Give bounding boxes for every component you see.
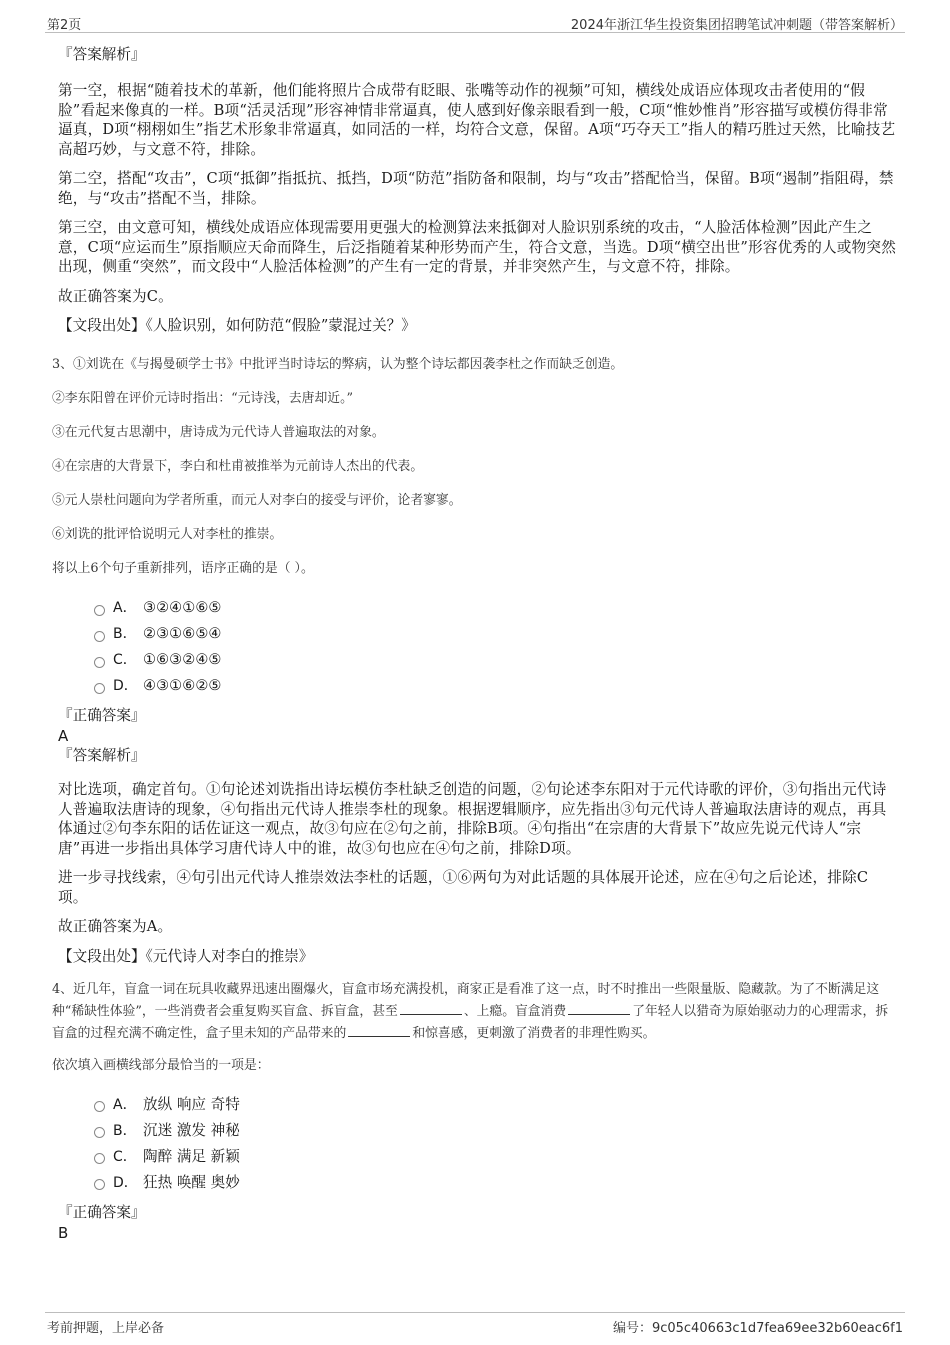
radio-icon[interactable] bbox=[94, 631, 105, 642]
option-d[interactable] bbox=[94, 1169, 896, 1195]
analysis-paragraph: 第二空，搭配“攻击”，C项“抵御”指抵抗、抵挡，D项“防范”指防备和限制，均与“攻击”搭配恰当，保留。B项“遏制”指阻碍，禁绝，与“攻击”搭配不当，排除。 bbox=[58, 170, 894, 207]
option-text: ②③①⑥⑤④ bbox=[143, 624, 222, 642]
correct-answer-label: 『正确答案』 bbox=[58, 1203, 146, 1221]
correct-answer: A bbox=[58, 727, 69, 745]
page-content bbox=[52, 45, 896, 1243]
analysis-paragraph: 第一空，根据“随着技术的革新，他们能将照片合成带有眨眼、张嘴等动作的视频”可知，横线处成语应体现攻击者使用的“假脸”看起来像真的一样。B项“活灵活现”形容神情非常逼真，使人感到好像亲眼看到一般，C项“惟妙惟肖”形容描写或模仿得非常逼真，D项“栩栩如生”指艺术形象非常逼真，如同活的一样，均符合文意，保留。A项“巧夺天工”指人的精巧胜过天然，比喻技艺高超巧妙，与文意不符，排除。 bbox=[58, 82, 896, 158]
document-id: 编号：9c05c40663c1d7fea69ee32b60eac6f1 bbox=[612, 1321, 903, 1336]
page-number: 第2页 bbox=[47, 18, 82, 33]
passage-source: 【文段出处】《人脸识别，如何防范“假脸”蒙混过关？》 bbox=[58, 317, 416, 334]
radio-icon[interactable] bbox=[94, 683, 105, 694]
option-c[interactable] bbox=[94, 646, 896, 672]
option-b[interactable] bbox=[94, 620, 896, 646]
analysis-paragraph: 第三空，由文意可知，横线处成语应体现需要用更强大的检测算法来抵御对人脸识别系统的攻击，“人脸活体检测”因此产生之意，C项“应运而生”原指顺应天命而降生，后泛指随着某种形势而产生，符合文意，当选。D项“横空出世”形容优秀的人或物突然出现，侧重“突然”，而文段中“人脸活体检测”的产生有一定的背景，并非突然产生，与文意不符，排除。 bbox=[58, 219, 896, 275]
stem-text: 了年轻人以猎奇为原始驱动力的心理需求，拆盲盒的过程充满不确定性，盒子里未知的产品带来的 bbox=[52, 1003, 889, 1041]
question-prompt: 将以上6个句子重新排列，语序正确的是（ ）。 bbox=[52, 561, 314, 576]
option-a[interactable] bbox=[94, 594, 896, 620]
radio-icon[interactable] bbox=[94, 657, 105, 668]
question-3 bbox=[52, 354, 896, 967]
option-b[interactable] bbox=[94, 1117, 896, 1143]
options-list bbox=[94, 594, 896, 698]
passage-source: 【文段出处】《元代诗人对李白的推崇》 bbox=[58, 947, 314, 965]
page-footer bbox=[45, 1312, 905, 1335]
question-4 bbox=[52, 979, 896, 1243]
radio-icon[interactable] bbox=[94, 605, 105, 616]
option-key: B． bbox=[113, 1122, 137, 1139]
stem-text: 和惊喜感，更刺激了消费者的非理性购买。 bbox=[412, 1025, 656, 1041]
option-text: 陶醉 满足 新颖 bbox=[143, 1148, 240, 1165]
option-c[interactable] bbox=[94, 1143, 896, 1169]
answer-conclusion: 故正确答案为A。 bbox=[58, 918, 173, 935]
option-text: 狂热 唤醒 奥妙 bbox=[143, 1174, 240, 1191]
option-key: A． bbox=[113, 600, 137, 616]
question-sentence: ④在宗唐的大背景下，李白和杜甫被推举为元前诗人杰出的代表。 bbox=[52, 459, 424, 474]
document-title: 2024年浙江华生投资集团招聘笔试冲刺题（带答案解析） bbox=[570, 18, 903, 33]
radio-icon[interactable] bbox=[94, 1179, 105, 1190]
option-key: D． bbox=[113, 678, 138, 694]
option-key: C． bbox=[113, 1148, 137, 1165]
option-key: C． bbox=[113, 652, 137, 668]
option-text: ①⑥③②④⑤ bbox=[143, 650, 222, 668]
options-list bbox=[94, 1091, 896, 1195]
option-d[interactable] bbox=[94, 672, 896, 698]
question-sentence: ③在元代复古思潮中，唐诗成为元代诗人普遍取法的对象。 bbox=[52, 425, 385, 440]
fill-blank bbox=[400, 1002, 462, 1015]
question-sentence: ⑥刘诜的批评恰说明元人对李杜的推崇。 bbox=[52, 527, 283, 542]
option-text: 沉迷 激发 神秘 bbox=[143, 1122, 240, 1139]
question-prompt: 依次填入画横线部分最恰当的一项是： bbox=[52, 1057, 270, 1073]
option-a[interactable] bbox=[94, 1091, 896, 1117]
radio-icon[interactable] bbox=[94, 1153, 105, 1164]
fill-blank bbox=[568, 1002, 630, 1015]
stem-text: 、上瘾。盲盒消费 bbox=[463, 1003, 567, 1019]
analysis-paragraph: 进一步寻找线索，④句引出元代诗人推崇效法李杜的话题，①⑥两句为对此话题的具体展开论述，应在④句之后论述，排除C项。 bbox=[58, 869, 869, 906]
correct-answer: B bbox=[58, 1223, 69, 1242]
correct-answer-label: 『正确答案』 bbox=[58, 707, 146, 724]
option-key: A． bbox=[113, 1096, 137, 1113]
option-text: 放纵 响应 奇特 bbox=[143, 1096, 240, 1113]
option-key: B． bbox=[113, 626, 137, 642]
option-text: ③②④①⑥⑤ bbox=[143, 598, 222, 616]
analysis-label: 『答案解析』 bbox=[58, 46, 146, 63]
footer-slogan: 考前押题，上岸必备 bbox=[47, 1321, 165, 1336]
option-key: D． bbox=[113, 1174, 138, 1191]
stem-text: 4、近几年，盲盒一词在玩具收藏界迅速出圈爆火，盲盒市场充满投机，商家正是看准了这一点，时不时推出一些限量版、隐藏款。为了不断满足这种“稀缺性体验”，一些消费者会重复购买盲盒、拆盲盒，甚至 bbox=[52, 981, 880, 1019]
analysis-paragraph: 对比选项，确定首句。①句论述刘诜指出诗坛模仿李杜缺乏创造的问题，②句论述李东阳对于元代诗歌的评价，③句指出元代诗人普遍取法唐诗的现象，④句指出元代诗人推崇李杜的现象。根据逻辑顺序，应先指出③句元代诗人普遍取法唐诗的观点，再具体通过②句李东阳的话佐证这一观点，故③句应在②句之前，排除B项。④句指出“在宗唐的大背景下”故应先说元代诗人“宗唐”再进一步指出具体学习唐代诗人中的谁，故③句也应在④句之前，排除D项。 bbox=[58, 781, 887, 857]
radio-icon[interactable] bbox=[94, 1101, 105, 1112]
option-text: ④③①⑥②⑤ bbox=[143, 676, 222, 694]
answer-conclusion: 故正确答案为C。 bbox=[58, 287, 173, 305]
question-sentence: ②李东阳曾在评价元诗时指出：“元诗浅，去唐却近。” bbox=[52, 391, 354, 406]
page-header bbox=[45, 12, 905, 33]
question-sentence: ⑤元人崇杜问题向为学者所重，而元人对李白的接受与评价，论者寥寥。 bbox=[52, 493, 462, 508]
radio-icon[interactable] bbox=[94, 1127, 105, 1138]
question-sentence: 3、①刘诜在《与揭曼硕学士书》中批评当时诗坛的弊病，认为整个诗坛都因袭李杜之作而缺乏创造。 bbox=[52, 357, 624, 372]
question-stem bbox=[52, 979, 896, 1045]
analysis-label: 『答案解析』 bbox=[58, 747, 146, 764]
fill-blank bbox=[348, 1024, 410, 1037]
